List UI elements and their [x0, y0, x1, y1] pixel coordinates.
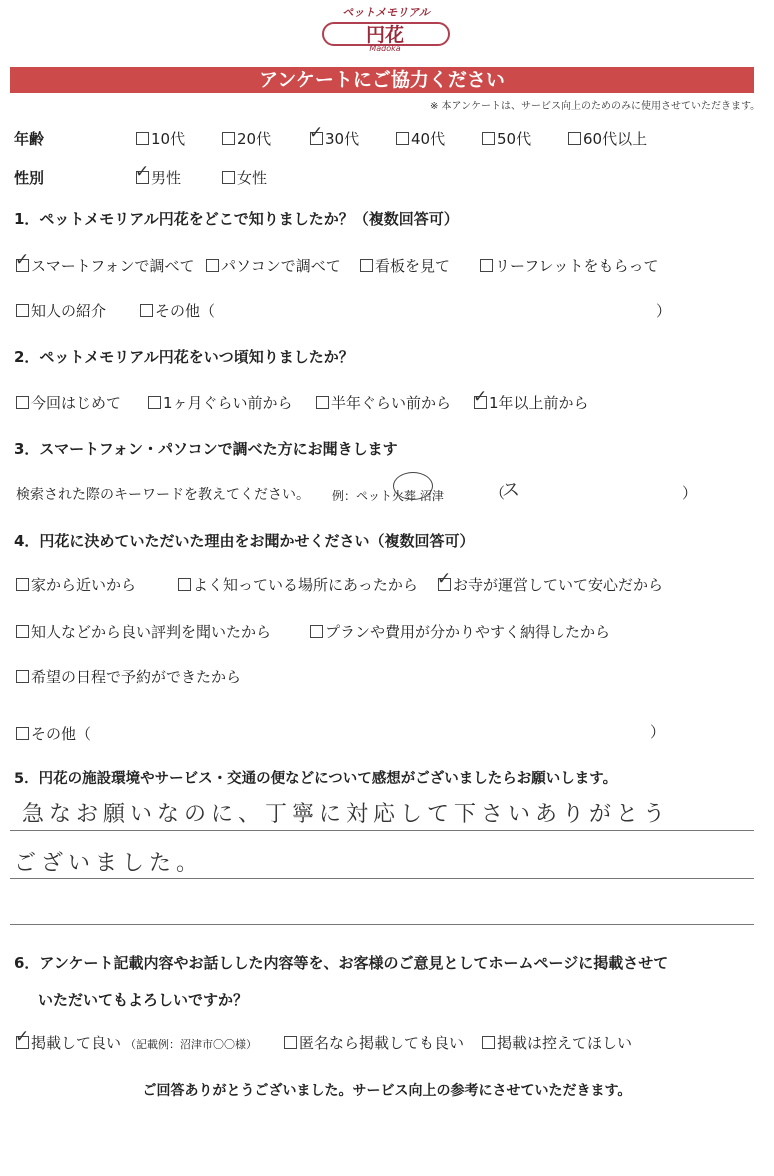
- checkbox-icon: [206, 259, 219, 272]
- checked-checkbox-icon: [136, 171, 149, 184]
- q1-option-signboard[interactable]: 看板を見て: [360, 255, 450, 276]
- q4-option-known-place[interactable]: よく知っている場所にあったから: [178, 574, 418, 595]
- question-6-line-2: いただいてもよろしいですか？: [38, 991, 249, 1009]
- q2-option-first-time[interactable]: 今回はじめて: [16, 392, 121, 413]
- q1-option-leaflet[interactable]: リーフレットをもらって: [480, 255, 659, 276]
- q6-option-anonymous[interactable]: 匿名なら掲載しても良い: [284, 1032, 464, 1053]
- age-option-50[interactable]: 50代: [482, 128, 531, 149]
- survey-title: アンケートにご協力ください: [10, 67, 754, 93]
- checked-checkbox-icon: [438, 578, 451, 591]
- q6-example: （記載例：沼津市〇〇様）: [125, 1038, 258, 1051]
- checkbox-icon: [148, 396, 161, 409]
- age-label: 年齢: [14, 130, 45, 148]
- gender-label: 性別: [14, 169, 45, 187]
- q3-prompt: 検索された際のキーワードを教えてください。: [16, 487, 310, 503]
- q6-option-decline[interactable]: 掲載は控えてほしい: [482, 1032, 632, 1053]
- q5-answer-line-1[interactable]: 急なお願いなのに、丁寧に対応して下さいありがとう: [22, 802, 671, 827]
- q1-option-pc[interactable]: パソコンで調べて: [206, 255, 341, 276]
- example-circle-mark: [393, 472, 433, 500]
- age-option-40[interactable]: 40代: [396, 128, 445, 149]
- checkbox-icon: [140, 304, 153, 317]
- thank-you-footer: ご回答ありがとうございました。サービス向上の参考にさせていただきます。: [142, 1083, 632, 1099]
- checkbox-icon: [16, 396, 29, 409]
- answer-line-1: [10, 830, 754, 831]
- logo-text-main: 円花: [365, 24, 404, 46]
- checkbox-icon: [396, 132, 409, 145]
- checked-checkbox-icon: [310, 132, 323, 145]
- checkbox-icon: [284, 1036, 297, 1049]
- checkbox-icon: [16, 304, 29, 317]
- checkbox-icon: [482, 132, 495, 145]
- q5-answer-line-2[interactable]: ございました。: [14, 851, 204, 876]
- q3-answer-open: （: [490, 484, 506, 502]
- q1-option-other[interactable]: その他（: [140, 300, 215, 321]
- age-option-60plus[interactable]: 60代以上: [568, 128, 647, 149]
- age-option-10[interactable]: 10代: [136, 128, 185, 149]
- q1-option-referral[interactable]: 知人の紹介: [16, 300, 106, 321]
- q4-option-other[interactable]: その他（: [16, 723, 91, 744]
- checkbox-icon: [310, 625, 323, 638]
- checkbox-icon: [222, 132, 235, 145]
- answer-line-2: [10, 878, 754, 879]
- q3-answer[interactable]: ス: [502, 480, 525, 501]
- checkbox-icon: [16, 625, 29, 638]
- q4-other-close: ）: [650, 723, 666, 741]
- logo-text-top: ペットメモリアル: [342, 6, 430, 19]
- logo-text-sub: Madoka: [369, 44, 401, 53]
- q2-option-over-1-year[interactable]: ✓ 1年以上前から: [474, 392, 589, 413]
- checkbox-icon: [480, 259, 493, 272]
- question-1: 1．ペットメモリアル円花をどこで知りましたか？（複数回答可）: [14, 210, 459, 228]
- answer-line-3: [10, 924, 754, 925]
- checkbox-icon: [360, 259, 373, 272]
- checkbox-icon: [222, 171, 235, 184]
- checkbox-icon: [316, 396, 329, 409]
- q1-option-smartphone[interactable]: ✓スマートフォンで調べて: [16, 255, 195, 276]
- gender-option-female[interactable]: 女性: [222, 167, 267, 188]
- q4-option-schedule[interactable]: 希望の日程で予約ができたから: [16, 666, 241, 687]
- q4-option-clear-pricing[interactable]: プランや費用が分かりやすく納得したから: [310, 621, 610, 642]
- q1-other-close: ）: [656, 302, 672, 320]
- q4-option-good-reputation[interactable]: 知人などから良い評判を聞いたから: [16, 621, 271, 642]
- gender-option-male[interactable]: ✓ 男性: [136, 167, 181, 188]
- checkbox-icon: [178, 578, 191, 591]
- q6-option-ok[interactable]: ✓掲載して良い （記載例：沼津市〇〇様）: [16, 1032, 257, 1053]
- question-4: 4．円花に決めていただいた理由をお聞かせください（複数回答可）: [14, 532, 475, 550]
- question-2: 2．ペットメモリアル円花をいつ頃知りましたか？: [14, 348, 354, 366]
- checkbox-icon: [136, 132, 149, 145]
- age-option-30[interactable]: ✓ 30代: [310, 128, 359, 149]
- q4-option-temple-run[interactable]: ✓ お寺が運営していて安心だから: [438, 574, 663, 595]
- age-option-20[interactable]: 20代: [222, 128, 271, 149]
- question-5: 5．円花の施設環境やサービス・交通の便などについて感想がございましたらお願いします。: [14, 771, 618, 787]
- q2-option-half-year[interactable]: 半年ぐらい前から: [316, 392, 451, 413]
- checkbox-icon: [16, 578, 29, 591]
- checkbox-icon: [482, 1036, 495, 1049]
- q2-option-1-month[interactable]: 1ヶ月ぐらい前から: [148, 392, 293, 413]
- question-3: 3．スマートフォン・パソコンで調べた方にお聞きします: [14, 440, 398, 458]
- checkbox-icon: [16, 670, 29, 683]
- q4-option-near-home[interactable]: 家から近いから: [16, 574, 136, 595]
- checked-checkbox-icon: [16, 1036, 29, 1049]
- usage-note: ※ 本アンケートは、サービス向上のためのみに使用させていただきます。: [430, 101, 761, 112]
- checkbox-icon: [568, 132, 581, 145]
- q3-answer-close: ）: [682, 484, 698, 502]
- checkbox-icon: [16, 727, 29, 740]
- q3-example: 例：ペット火葬 沼津: [332, 489, 444, 503]
- checked-checkbox-icon: [474, 396, 487, 409]
- question-6-line-1: 6．アンケート記載内容やお話しした内容等を、お客様のご意見としてホームページに掲載させて: [14, 954, 669, 972]
- checked-checkbox-icon: [16, 259, 29, 272]
